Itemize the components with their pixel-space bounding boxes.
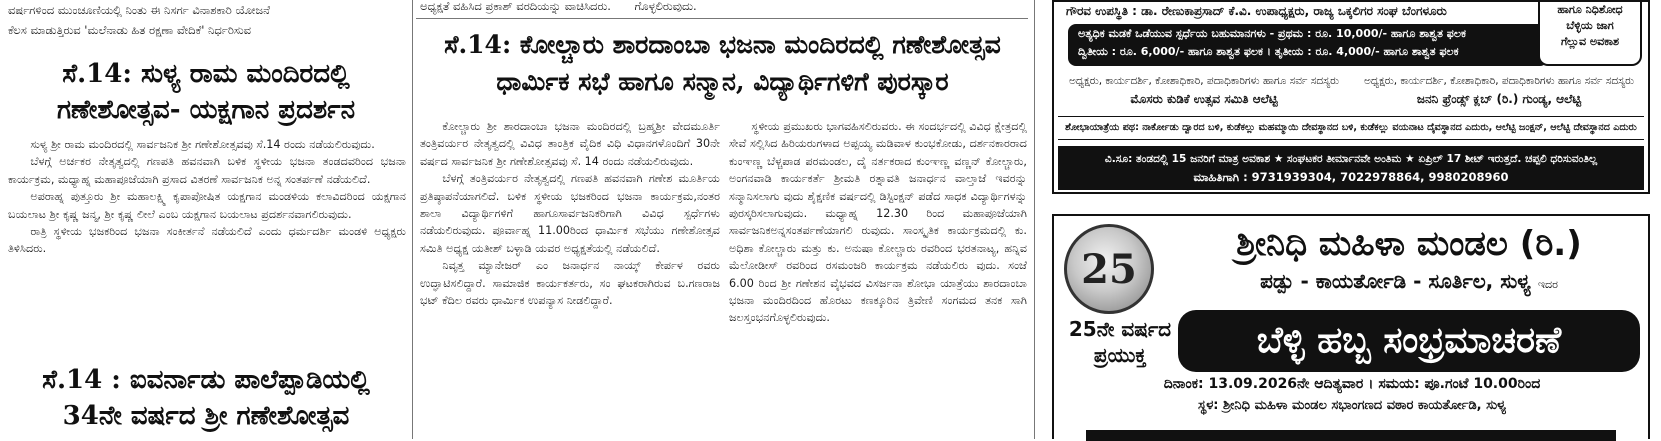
snippet-line: ಗೊಳ್ಳಲಿರುವುದು. — [634, 0, 697, 13]
year-label — [1060, 316, 1180, 368]
paragraph: ಸ್ಥಳೀಯ ಪ್ರಮುಖರು ಭಾಗವಹಿಸಲಿರುವರು. ಈ ಸಂದರ್ಭದಲ್ಲಿ ವಿವಿಧ ಕ್ಷೇತ್ರದಲ್ಲಿ ಸೇವೆ ಸಲ್ಲಿಸಿದ ಹಿರಿಯರುಗಳಾದ ಅಪ್ಪಯ್ಯ ಮಡಿವಾಳ ಕುಂಭಕೋಡು, ದರ್ಶನಕಾರರಾದ ಕುಂಞಣ್ಣ ಬೆಳ್ಚಪಾಡ ಪರಮಂಡಲ, ದೈ ನರ್ತಕರಾದ ಕುಂಞಣ್ಣ ವಣ್ಣನ್ ಕೋಲ್ಚಾರು, ಅಂಗನವಾಡಿ ಕಾರ್ಯಕರ್ತೆ ಶ್ರೀಮತಿ ರತ್ನಾವತಿ ಜನಾರ್ಧನ ವಾಲ್ತಾಜೆ ಇವರನ್ನು ಸನ್ಮಾನಿಸಲಾಗು ವುದು ಶೈಕ್ಷಣಿಕ ವರ್ಷದಲ್ಲಿ ಡಿಸ್ಟಿಂಕ್ಷನ್ ಪಡೆದ ಸಾಧಕ ವಿದ್ಯಾರ್ಥಿಗಳನ್ನು ಪುರಸ್ಕರಿಸಲಾಗುವುದು. ಮಧ್ಯಾಹ್ನ 12.30 ರಿಂದ ಮಹಾಪೂಜೆಯಾಗಿ ಸಾರ್ವಜನಿಕಅನ್ನಸಂತರ್ಪಣೆಯಾಗಲಿ ರುವುದು. ಸಾಂಸ್ಕೃತಿಕ ಕಾರ್ಯಕ್ರಮದಲ್ಲಿ ಕು. ಅಧಿಶಾ ಕೋಲ್ಚಾರು ಮತ್ತು ಕು. ಅನುಷಾ ಕೋಲ್ಚಾರು ರವರಿಂದ ಭರತನಾಟ್ಯ, ಹನ್ನಿವ ಮೆಲೋಡೀಸ್ ರವರಿಂದ ರಸಮಂಜರಿ ಕಾರ್ಯಕ್ರಮ ನಡೆಯಲಿರು ವುದು. ಸಂಜೆ 6.00 ರಿಂದ ಶ್ರೀ ಗಣೇಶನ ವೈಭವದ ವಿಸರ್ಜನಾ ಶೋಭಾ ಯಾತ್ರೆಯು ಶಾರದಾಂಬಾ ಭಜನಾ ಮಂದಿರದಿಂದ ಹೊರಟು ಕಣಕ್ಕೂರಿನ ತ್ರಿವೇಣಿ ಸಂಗಮದ ತನಕ ಸಾಗಿ ಜಲಸ್ತಂಭನಗೊಳ್ಳಲಿರುವುದು. — [729, 120, 1027, 325]
column-divider — [412, 0, 413, 439]
paragraph: ಅಪರಾಹ್ನ ಪುತ್ತೂರು ಶ್ರೀ ಮಹಾಲಕ್ಷ್ಮಿ ಕೃಪಾಪೋಷಿತ ಯಕ್ಷಗಾನ ಮಂಡಳಿಯ ಕಲಾವಿದರಿಂದ ಯಕ್ಷಗಾನ ಬಯಲಾಟ ಶ್ರೀ ಕೃಷ್ಣ ಜನ್ಮ, ಶ್ರೀ ಕೃಷ್ಣ ಲೀಲೆ ಎಂಬ ಯಕ್ಷಗಾನ ಬಯಲಾಟ ಪ್ರದರ್ಶನವಾಗಲಿರುವುದು. — [8, 190, 406, 221]
organizer-name: ಜನನಿ ಫ್ರೆಂಡ್ಸ್ ಕ್ಲಬ್ (ರಿ.) ಗುಂಡ್ಯ, ಆಲೆಟ್ಟಿ — [1416, 92, 1582, 106]
section-divider — [416, 18, 1028, 19]
headline-line: ಧಾರ್ಮಿಕ ಸಭೆ ಹಾಗೂ ಸನ್ಮಾನ, ವಿದ್ಯಾರ್ಥಿಗಳಿಗೆ ಪುರಸ್ಕಾರ — [496, 67, 949, 96]
silver-jubilee-logo — [1064, 224, 1154, 314]
headline-line: 34ನೇ ವರ್ಷದ ಶ್ರೀ ಗಣೇಶೋತ್ಸವ — [62, 401, 350, 431]
paragraph: ಕೋಲ್ಚಾರು ಶ್ರೀ ಶಾರದಾಂಬಾ ಭಜನಾ ಮಂದಿರದಲ್ಲಿ ಬ್ರಹ್ಮಶ್ರೀ ವೇದಮೂರ್ತಿ ತಂತ್ರಿವರ್ಯರ ನೇತೃತ್ವದಲ್ಲಿ ವಿವಿಧ ತಾಂತ್ರಿಕ ವೈದಿಕ ವಿಧಿ ವಿಧಾನಗಳೊಂದಿಗೆ 30ನೇ ವರ್ಷದ ಸಾರ್ವಜನಿಕ ಶ್ರೀ ಗಣೇಶೋತ್ಸವವು ಸೆ. 14 ರಂದು ನಡೆಯಲಿರುವುದು. — [420, 120, 720, 168]
contact-box — [1058, 146, 1644, 190]
celebration-banner: ಬೆಳ್ಳಿ ಹಬ್ಬ ಸಂಭ್ರಮಾಚರಣೆ — [1178, 310, 1640, 372]
treasure-hunt-badge — [1538, 2, 1642, 66]
badge-line: ಬೆಳ್ಳಿಯ ಜಾಗ — [1566, 19, 1614, 32]
phone-numbers: ಮಾಹಿತಿಗಾಗಿ : 9731939304, 7022978864, 9980208960 — [1193, 170, 1509, 184]
headline-left-1 — [8, 56, 404, 128]
bottom-bar — [1086, 430, 1616, 441]
subtitle-small: ಇದರ — [1537, 278, 1558, 291]
paragraph: ಬೆಳಗ್ಗೆ ಅರ್ಚಕರ ನೇತೃತ್ವದಲ್ಲಿ ಗಣಪತಿ ಹವನವಾಗಿ ಬಳಿಕ ಸ್ಥಳೀಯ ಭಜನಾ ತಂಡದವರಿಂದ ಭಜನಾ ಕಾರ್ಯಕ್ರಮ, ಮಧ್ಯಾಹ್ನ ಮಹಾಪೂಜೆಯಾಗಿ ಪ್ರಸಾದ ವಿತರಣೆ ಸಾರ್ವಜನಿಕ ಅನ್ನ ಸಂತರ್ಪಣೆ ನಡೆಯಲಿದೆ. — [8, 155, 406, 186]
paragraph: ರಾತ್ರಿ ಸ್ಥಳೀಯ ಭಜಕರಿಂದ ಭಜನಾ ಸಂಕೀರ್ತನೆ ನಡೆಯಲಿದೆ ಎಂದು ಧರ್ಮದರ್ಶಿ ಮಂಡಳಿ ಅಧ್ಯಕ್ಷರು ತಿಳಿಸಿದರು. — [8, 225, 406, 256]
headline-center — [420, 26, 1025, 100]
venue-line: ಸ್ಥಳ: ಶ್ರೀನಿಧಿ ಮಹಿಳಾ ಮಂಡಲ ಸಭಾಂಗಣದ ವಠಾರ ಕಾಯರ್ತೋಡಿ, ಸುಳ್ಯ — [1197, 398, 1507, 413]
year-line: 25ನೇ ವರ್ಷದ — [1068, 317, 1172, 341]
article-center-col-b — [729, 118, 1027, 327]
honor-line: ಗೌರವ ಉಪಸ್ಥಿತಿ : ಡಾ. ರೇಣುಕಾಪ್ರಸಾದ್ ಕೆ.ವಿ. ಉಪಾಧ್ಯಕ್ಷರು, ರಾಜ್ಯ ಒಕ್ಕಲಿಗರ ಸಂಘ ಬೆಂಗಳೂರು — [1066, 4, 1447, 18]
date-line: ದಿನಾಂಕ: 13.09.2026ನೇ ಆದಿತ್ಯವಾರ । ಸಮಯ: ಪೂ.ಗಂಟೆ 10.00ರಿಂದ — [1163, 376, 1541, 392]
advertisement-mosaru-kudike — [1052, 0, 1650, 194]
organization-subtitle — [1174, 268, 1644, 298]
procession-route: ಶೋಭಾಯಾತ್ರೆಯ ಪಥ: ನಾರ್ಕೋಡು ದ್ವಾರದ ಬಳಿ, ಕುಡೆಕಲ್ಲು ಮಹಮ್ಮಾಯಿ ದೇವಸ್ಥಾನದ ಬಳಿ, ಕುಡೆಕಲ್ಲು ವಯನಾಟ ದೈವಸ್ಥಾನದ ಎದುರು, ಆಲೆಟ್ಟಿ ಜಂಕ್ಷನ್, ಆಲೆಟ್ಟಿ ದೇವಸ್ಥಾನದ ಎದುರು — [1058, 116, 1644, 140]
organizer-right — [1354, 74, 1644, 107]
prize-box — [1068, 24, 1548, 66]
snippet-line: ಅಧ್ಯಕ್ಷತೆ ವಹಿಸಿದ ಪ್ರಕಾಶ್ ವರದಿಯನ್ನು ವಾಚಿಸಿದರು. — [420, 0, 611, 13]
paragraph: ಬೆಳಗ್ಗೆ ತಂತ್ರಿವರ್ಯರ ನೇತೃತ್ವದಲ್ಲಿ ಗಣಪತಿ ಹವನವಾಗಿ ಗಣೇಶ ಮೂರ್ತಿಯ ಪ್ರತಿಷ್ಠಾಪನೆಯಾಗಲಿದೆ. ಬಳಿಕ ಸ್ಥಳೀಯ ಭಜಕರಿಂದ ಭಜನಾ ಕಾರ್ಯಕ್ರಮ,ನಂತರ ಶಾಲಾ ವಿದ್ಯಾರ್ಥಿಗಳಿಗೆ ಹಾಗೂಸಾರ್ವಜನಿಕರಿಗಾಗಿ ವಿವಿಧ ಸ್ಪರ್ಧೆಗಳು ನಡೆಯಲಿರುವುದು. ಪೂರ್ವಾಹ್ನ 11.00ರಿಂದ ಧಾರ್ಮಿಕ ಸಭೆಯು ಗಣೇಶೋತ್ಸವ ಸಮಿತಿ ಅಧ್ಯಕ್ಷ ಯತೀಶ್ ಬಳ್ಳಾಡಿ ಯವರ ಅಧ್ಯಕ್ಷತೆಯಲ್ಲಿ ನಡೆಯಲಿದೆ. — [420, 172, 720, 255]
organizer-roles: ಅಧ್ಯಕ್ಷರು, ಕಾರ್ಯದರ್ಶಿ, ಕೋಶಾಧಿಕಾರಿ, ಪದಾಧಿಕಾರಿಗಳು ಹಾಗೂ ಸರ್ವ ಸದಸ್ಯರು — [1068, 75, 1340, 87]
organization-title: ಶ್ರೀನಿಧಿ ಮಹಿಳಾ ಮಂಡಲ (ರಿ.) — [1236, 224, 1582, 264]
headline-left-2 — [8, 362, 404, 434]
subtitle-text: ಪಡ್ಪು - ಕಾಯರ್ತೋಡಿ - ಸೂರ್ತಿಲ, ಸುಳ್ಯ — [1260, 269, 1531, 293]
article-left-body — [8, 136, 406, 258]
note-line: ವಿ.ಸೂ: ತಂಡದಲ್ಲಿ 15 ಜನರಿಗೆ ಮಾತ್ರ ಅವಕಾಶ ★ ಸಂಘಟಕರ ತೀರ್ಮಾನವೇ ಅಂತಿಮ ★ ಏಪ್ರಿಲ್ 17 ಶೀಟ್ ಇರುತ್ತದೆ. ಚಪ್ಪಲಿ ಧರಿಸುವಂತಿಲ್ಲ — [1104, 153, 1598, 165]
badge-line: ಹಾಗೂ ನಿಧಿಶೋಧ — [1557, 3, 1623, 16]
badge-line: ಗೆಲ್ಲುವ ಅವಕಾಶ — [1560, 35, 1620, 48]
organizer-roles: ಅಧ್ಯಕ್ಷರು, ಕಾರ್ಯದರ್ಶಿ, ಕೋಶಾಧಿಕಾರಿ, ಪದಾಧಿಕಾರಿಗಳು ಹಾಗೂ ಸರ್ವ ಸದಸ್ಯರು — [1363, 75, 1635, 87]
organizer-left — [1064, 74, 1344, 107]
left-top-snippet — [8, 0, 408, 40]
logo-number: 25 — [1081, 245, 1137, 293]
headline-line: ಸೆ.14: ಕೋಲ್ಚಾರು ಶಾರದಾಂಬಾ ಭಜನಾ ಮಂದಿರದಲ್ಲಿ ಗಣೇಶೋತ್ಸವ — [444, 30, 1001, 59]
column-divider — [1034, 0, 1035, 439]
prize-line: ದ್ವಿತೀಯ : ರೂ. 6,000/- ಹಾಗೂ ಶಾಶ್ವತ ಫಲಕ । ತೃತೀಯ : ರೂ. 4,000/- ಹಾಗೂ ಶಾಶ್ವತ ಫಲಕ — [1078, 45, 1459, 58]
advertisement-shreenidhi — [1052, 214, 1650, 439]
snippet-line: ವರ್ಷಗಳಿಂದ ಮುಂಚೂಣಿಯಲ್ಲಿ ನಿಂತು ಈ ನಿಸರ್ಗ ವಿನಾಶಕಾರಿ ಯೋಜನೆ — [8, 3, 270, 17]
prize-line: ಅತ್ಯಧಿಕ ಮಡಕೆ ಒಡೆಯುವ ಸ್ಪರ್ಧೆಯ ಬಹುಮಾನಗಳು - ಪ್ರಥಮ : ರೂ. 10,000/- ಹಾಗೂ ಶಾಶ್ವತ ಫಲಕ — [1078, 27, 1466, 40]
paragraph: ಸುಳ್ಯ ಶ್ರೀ ರಾಮ ಮಂದಿರದಲ್ಲಿ ಸಾರ್ವಜನಿಕ ಶ್ರೀ ಗಣೇಶೋತ್ಸವವು ಸೆ.14 ರಂದು ನಡೆಯಲಿರುವುದು. — [30, 138, 375, 151]
organizer-name: ಮೊಸರು ಕುಡಿಕೆ ಉತ್ಸವ ಸಮಿತಿ ಆಲೆಟ್ಟಿ — [1130, 92, 1278, 106]
article-center-col-a — [420, 118, 720, 309]
center-top-snippet — [420, 0, 1025, 12]
snippet-line: ಕೆಲಸ ಮಾಡುತ್ತಿರುವ 'ಮಲೆನಾಡು ಹಿತ ರಕ್ಷಣಾ ವೇದಿಕೆ' ನಿರ್ಧರಿಸುವ — [8, 23, 252, 37]
headline-line: ಗಣೇಶೋತ್ಸವ- ಯಕ್ಷಗಾನ ಪ್ರದರ್ಶನ — [56, 95, 356, 125]
year-line: ಪ್ರಯುಕ್ತ — [1093, 343, 1147, 367]
headline-line: ಸೆ.14 : ಐವರ್ನಾಡು ಪಾಲೆಪ್ಪಾಡಿಯಲ್ಲಿ — [42, 365, 370, 395]
paragraph: ನಿವೃತ್ತ ಮ್ಯಾನೇಜರ್ ಎಂ ಜನಾರ್ಧನ ನಾಯ್ಕ್ ಕೇರ್ಪಳ ರವರು ಉದ್ಘಾಟಿಸಲಿದ್ದಾರೆ. ಸಾಮಾಜಿಕ ಕಾರ್ಯಕರ್ತರು, ಸಂ ಘಟಕರಾಗಿರುವ ಬ.ಗಣರಾಜ ಭಟ್ ಕೆದಿಲ ರವರು ಧಾರ್ಮಿಕ ಉಪನ್ಯಾಸ ನೀಡಲಿದ್ದಾರೆ. — [420, 259, 720, 308]
headline-line: ಸೆ.14: ಸುಳ್ಯ ರಾಮ ಮಂದಿರದಲ್ಲಿ — [62, 59, 350, 89]
